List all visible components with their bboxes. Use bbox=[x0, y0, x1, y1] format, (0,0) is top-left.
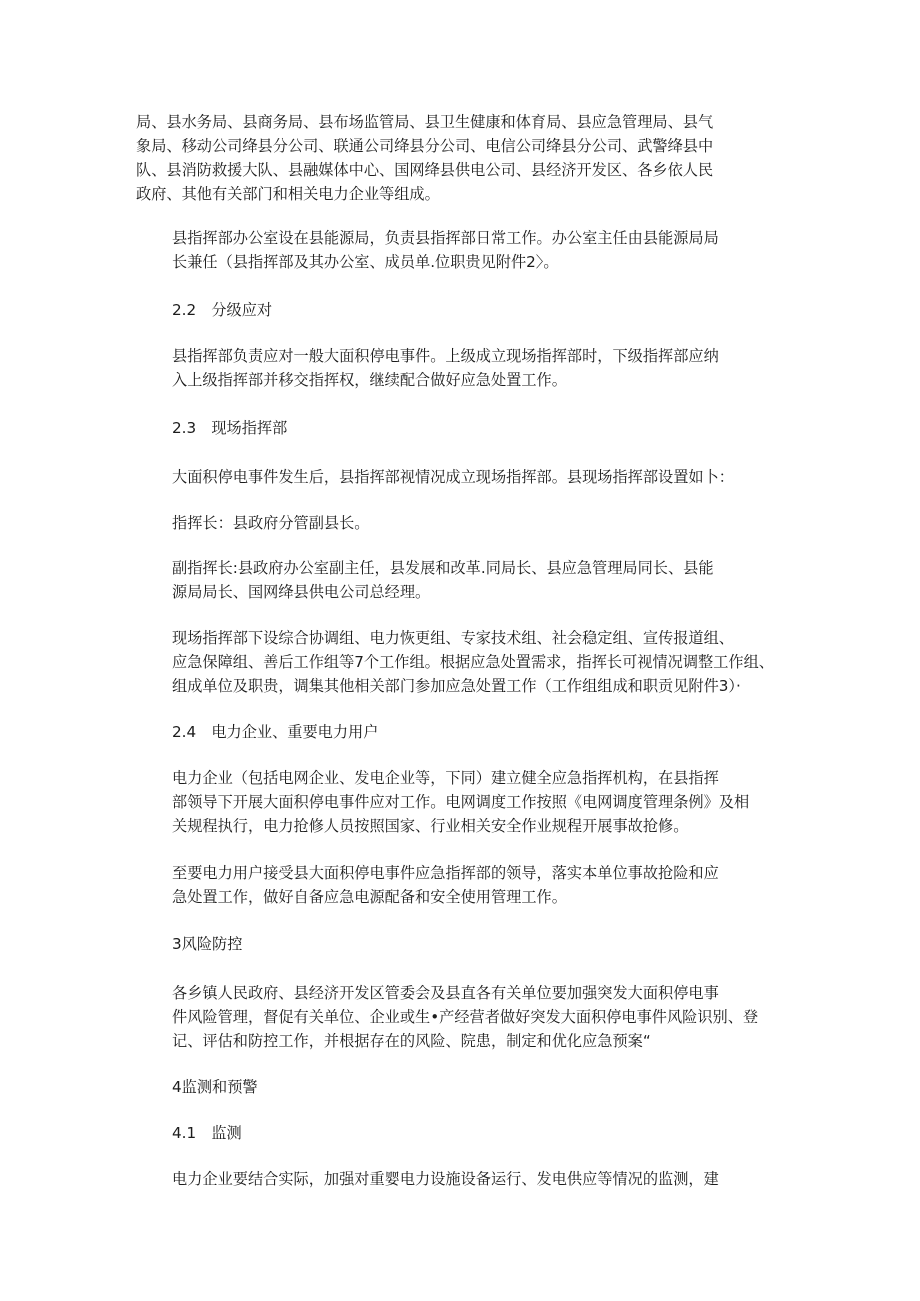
paragraph-risk-control bbox=[136, 981, 786, 1053]
heading-text: 2.2 分级应对 bbox=[172, 301, 273, 319]
text-line: 现场指挥部下设综合协调组、电力恢更组、专家技术组、社会稳定组、宣传报道组、 bbox=[172, 629, 734, 647]
heading-text: 2.4 电力企业、重要电力用户 bbox=[172, 723, 379, 741]
paragraph-monitoring bbox=[136, 1167, 786, 1191]
heading-text: 4.1 监测 bbox=[172, 1124, 242, 1142]
heading-text: 2.3 现场指挥部 bbox=[172, 419, 288, 437]
paragraph-commander bbox=[136, 511, 786, 535]
text-line: 政府、其他有关部门和相关电力企业等组成。 bbox=[136, 185, 440, 203]
text-line: 县指挥部办公室设在县能源局，负责县指挥部日常工作。办公室主任由县能源局局 bbox=[172, 229, 719, 247]
text-line: 至要电力用户接受县大面积停电事件应急指挥部的领导，落实本单位事故抢险和应 bbox=[172, 864, 719, 882]
paragraph-working-groups bbox=[136, 626, 786, 698]
section-heading-2-3 bbox=[172, 416, 822, 440]
paragraph-member-units bbox=[136, 110, 786, 206]
text-line: 大面积停电事件发生后，县指挥部视情况成立现场指挥部。县现场指挥部设置如卜： bbox=[172, 468, 734, 486]
section-heading-2-4 bbox=[172, 720, 822, 744]
section-heading-4 bbox=[172, 1075, 822, 1099]
section-heading-4-1 bbox=[172, 1121, 822, 1145]
text-line: 县指挥部负责应对一般大面积停电事件。上级成立现场指挥部时，下级指挥部应纳 bbox=[172, 347, 719, 365]
paragraph-onsite-setup bbox=[136, 465, 786, 489]
paragraph-graded-response bbox=[136, 344, 786, 392]
text-line: 源局局长、国网绛县供电公司总经理。 bbox=[172, 583, 431, 601]
text-line: 指挥长：县政府分管副县长。 bbox=[172, 514, 370, 532]
text-line: 应急保障组、善后工作组等7个工作组。根据应急处置需求，指挥长可视情况调整工作组、 bbox=[172, 653, 774, 671]
text-line: 部领导下开展大面积停电事件应对工作。电网调度工作按照《电网调度管理条例》及相 bbox=[172, 793, 750, 811]
paragraph-key-users bbox=[136, 861, 786, 909]
text-line: 件风险管理，督促有关单位、企业或生•产经营者做好突发大面积停电事件风险识别、登 bbox=[172, 1008, 759, 1026]
section-heading-2-2 bbox=[172, 298, 822, 322]
paragraph-power-enterprises bbox=[136, 766, 786, 838]
text-line: 副指挥长:县政府办公室副主任，县发展和改革.同局长、县应急管理局同长、县能 bbox=[172, 559, 714, 577]
text-line: 记、评估和防控工作，并根据存在的风险、院患，制定和优化应急预案“ bbox=[172, 1032, 651, 1050]
paragraph-deputy-commander bbox=[136, 556, 786, 604]
text-line: 队、县消防救援大队、县融媒体中心、国网绛县供电公司、县经济开发区、各乡依人民 bbox=[136, 161, 714, 179]
text-line: 各乡镇人民政府、县经济开发区管委会及县直各有关单位要加强突发大面积停电事 bbox=[172, 984, 719, 1002]
text-line: 组成单位及职贵，调集其他相关部门参加应急处置工作（工作组组成和职贡见附件3）· bbox=[172, 677, 741, 695]
text-line: 象局、移动公司绛县分公司、联通公司绛县分公司、电信公司绛县分公司、武警绛县中 bbox=[136, 137, 714, 155]
paragraph-office bbox=[136, 226, 786, 274]
text-line: 电力企业（包括电网企业、发电企业等，下同）建立健全应急指挥机构，在县指挥 bbox=[172, 769, 719, 787]
text-line: 长兼任（县指挥部及其办公室、成员单.位职贵见附件2〉。 bbox=[172, 253, 559, 271]
text-line: 关规程执行，电力抢修人员按照国家、行业相关安全作业规程开展事故抢修。 bbox=[172, 817, 689, 835]
heading-text: 3风险防控 bbox=[172, 935, 243, 953]
text-line: 局、县水务局、县商务局、县布场监管局、县卫生健康和体育局、县应急管理局、县气 bbox=[136, 113, 714, 131]
text-line: 电力企业要结合实际，加强对重婴电力设施设备运行、发电供应等情况的监测，建 bbox=[172, 1170, 719, 1188]
heading-text: 4监测和预警 bbox=[172, 1078, 258, 1096]
text-line: 急处置工作，做好自备应急电源配备和安全使用管理工作。 bbox=[172, 888, 567, 906]
text-line: 入上级指挥部并移交指挥权，继续配合做好应急处置工作。 bbox=[172, 371, 567, 389]
section-heading-3 bbox=[172, 932, 822, 956]
